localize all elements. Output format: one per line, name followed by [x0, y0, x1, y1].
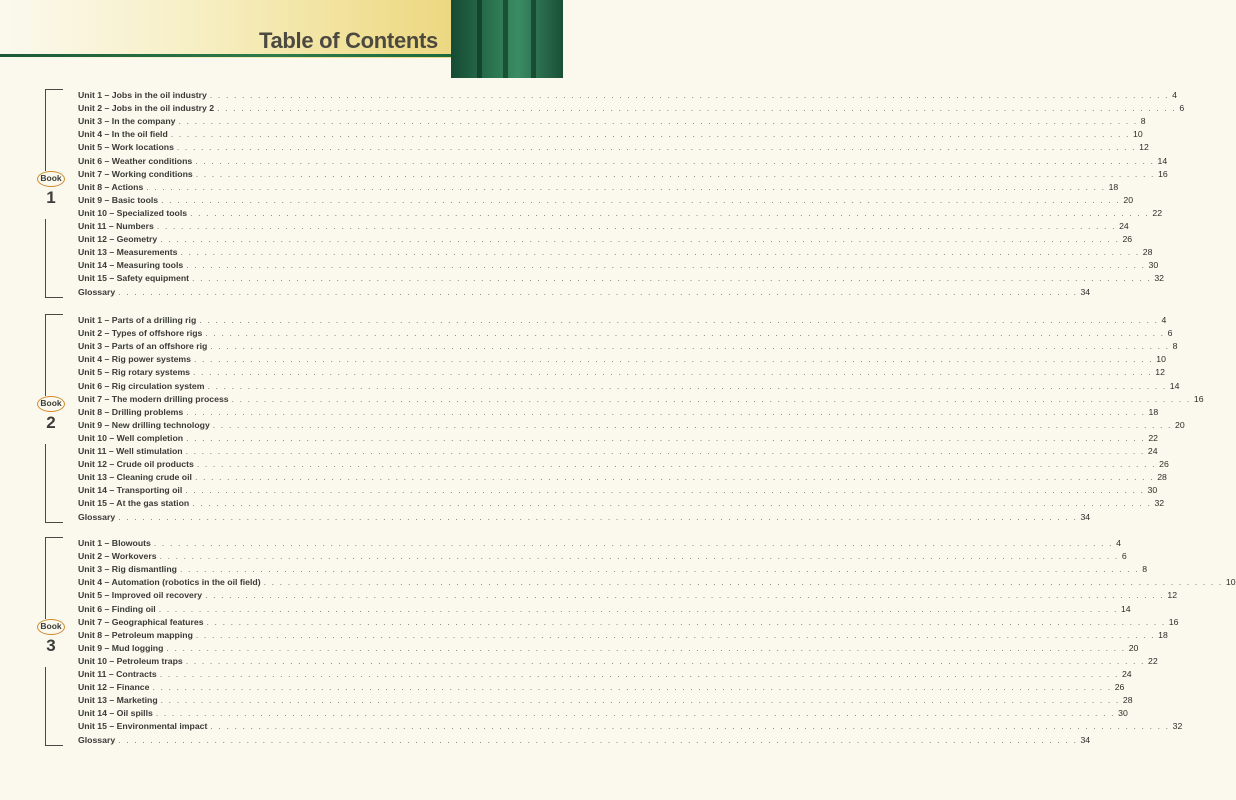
dot-leader: . . . . . . . . . . . . . . . . . . . . . . . . . . . . . . . . . . . . . . . . . . . . . . . . . . . . . . . . . . . . . . . . . . . . . . . . . . . . . . . . . . . . . . . . . . . . . . . . . . . . . . . . . . . . . . . . . . . . . . . . [166, 642, 1126, 653]
toc-entry-page: 4 [1161, 315, 1167, 325]
dot-leader: . . . . . . . . . . . . . . . . . . . . . . . . . . . . . . . . . . . . . . . . . . . . . . . . . . . . . . . . . . . . . . . . . . . . . . . . . . . . . . . . . . . . . . . . . . . . . . . . . . . . . . . . . . . . . . . . . . . . . . . . [156, 221, 1117, 231]
dot-leader: . . . . . . . . . . . . . . . . . . . . . . . . . . . . . . . . . . . . . . . . . . . . . . . . . . . . . . . . . . . . . . . . . . . . . . . . . . . . . . . . . . . . . . . . . . . . . . . . . . . . . . . . . . . . . . . . . . . . . . . . [118, 734, 1078, 745]
toc-entry-label: Unit 3 – Rig dismantling [78, 564, 177, 575]
toc-entry-label: Unit 15 – Environmental impact [78, 721, 208, 732]
dot-leader: . . . . . . . . . . . . . . . . . . . . . . . . . . . . . . . . . . . . . . . . . . . . . . . . . . . . . . . . . . . . . . . . . . . . . . . . . . . . . . . . . . . . . . . . . . . . . . . . . . . . . . . . . . . . . . . . . . . . . . . . [185, 485, 1145, 496]
toc-entry-page: 4 [1172, 90, 1177, 100]
toc-entry-label: Unit 15 – At the gas station [78, 498, 190, 509]
toc-entry-label: Unit 4 – Automation (robotics in the oil field) [78, 577, 261, 588]
toc-entry-label: Unit 9 – Mud logging [78, 642, 164, 653]
toc-entry-page: 10 [1156, 354, 1166, 365]
toc-entry [78, 497, 1165, 509]
toc-entry-page: 24 [1147, 446, 1158, 456]
toc-entry-label: Unit 13 – Measurements [78, 247, 178, 258]
book-2-section [0, 314, 1204, 523]
toc-entry-label: Glossary [78, 511, 116, 522]
toc-entry-label: Unit 12 – Crude oil products [78, 459, 194, 470]
toc-entry [78, 445, 1158, 457]
bracket-top-rule [45, 89, 63, 90]
dot-leader: . . . . . . . . . . . . . . . . . . . . . . . . . . . . . . . . . . . . . . . . . . . . . . . . . . . . . . . . . . . . . . . . . . . . . . . . . . . . . . . . . . . . . . . . . . . . . . . . . . . . . . . . . . . . . . . . . . . . . . . . [231, 393, 1191, 404]
toc-entry-page: 18 [1158, 629, 1168, 640]
toc-entry [78, 393, 1204, 405]
dot-leader: . . . . . . . . . . . . . . . . . . . . . . . . . . . . . . . . . . . . . . . . . . . . . . . . . . . . . . . . . . . . . . . . . . . . . . . . . . . . . . . . . . . . . . . . . . . . . . . . . . . . . . . . . . . . . . . . . . . . . . . . [217, 103, 1177, 114]
toc-entry-label: Unit 6 – Rig circulation system [78, 380, 205, 391]
dot-leader: . . . . . . . . . . . . . . . . . . . . . . . . . . . . . . . . . . . . . . . . . . . . . . . . . . . . . . . . . . . . . . . . . . . . . . . . . . . . . . . . . . . . . . . . . . . . . . . . . . . . . . . . . . . . . . . . . . . . . . . . [210, 341, 1170, 352]
dot-leader: . . . . . . . . . . . . . . . . . . . . . . . . . . . . . . . . . . . . . . . . . . . . . . . . . . . . . . . . . . . . . . . . . . . . . . . . . . . . . . . . . . . . . . . . . . . . . . . . . . . . . . . . . . . . . . . . . . . . . . . . [192, 498, 1152, 509]
toc-entry-label: Unit 1 – Parts of a drilling rig [78, 315, 197, 325]
dot-leader: . . . . . . . . . . . . . . . . . . . . . . . . . . . . . . . . . . . . . . . . . . . . . . . . . . . . . . . . . . . . . . . . . . . . . . . . . . . . . . . . . . . . . . . . . . . . . . . . . . . . . . . . . . . . . . . . . . . . . . . . [212, 419, 1173, 430]
toc-entry-label: Unit 5 – Rig rotary systems [78, 367, 191, 378]
toc-entry [78, 406, 1159, 418]
book-number: 2 [46, 413, 56, 433]
toc-entry [78, 681, 1125, 693]
dot-leader: . . . . . . . . . . . . . . . . . . . . . . . . . . . . . . . . . . . . . . . . . . . . . . . . . . . . . . . . . . . . . . . . . . . . . . . . . . . . . . . . . . . . . . . . . . . . . . . . . . . . . . . . . . . . . . . . . . . . . . . . [193, 367, 1153, 378]
toc-entry-page: 20 [1175, 419, 1185, 430]
toc-entry-label: Unit 8 – Actions [78, 181, 144, 192]
toc-entry [78, 511, 1091, 523]
toc-entry-page: 22 [1148, 432, 1159, 443]
toc-entry-label: Unit 9 – Basic tools [78, 194, 159, 205]
toc-entry-label: Unit 4 – In the oil field [78, 129, 168, 140]
toc-entry-page: 6 [1167, 328, 1173, 339]
toc-entry [78, 550, 1127, 562]
book-badge [36, 171, 66, 219]
toc-entry-label: Unit 14 – Oil spills [78, 708, 153, 719]
dot-leader: . . . . . . . . . . . . . . . . . . . . . . . . . . . . . . . . . . . . . . . . . . . . . . . . . . . . . . . . . . . . . . . . . . . . . . . . . . . . . . . . . . . . . . . . . . . . . . . . . . . . . . . . . . . . . . . . . . . . . . . . [176, 142, 1137, 153]
dot-leader: . . . . . . . . . . . . . . . . . . . . . . . . . . . . . . . . . . . . . . . . . . . . . . . . . . . . . . . . . . . . . . . . . . . . . . . . . . . . . . . . . . . . . . . . . . . . . . . . . . . . . . . . . . . . . . . . . . . . . . . . [205, 328, 1165, 339]
toc-entry [78, 603, 1131, 615]
bracket-top-rule [45, 537, 63, 538]
toc-entry-page: 12 [1139, 142, 1149, 153]
toc-entry-label: Unit 1 – Jobs in the oil industry [78, 90, 207, 100]
toc-entry-label: Unit 5 – Improved oil recovery [78, 590, 203, 601]
toc-entry [78, 168, 1168, 180]
toc-entry-page: 10 [1225, 577, 1236, 588]
toc-entry [78, 366, 1165, 378]
book-number: 3 [46, 636, 56, 656]
toc-entry-label: Glossary [78, 286, 116, 297]
toc-entry-label: Unit 12 – Geometry [78, 234, 158, 245]
toc-entry-label: Unit 7 – Working conditions [78, 168, 193, 179]
dot-leader: . . . . . . . . . . . . . . . . . . . . . . . . . . . . . . . . . . . . . . . . . . . . . . . . . . . . . . . . . . . . . . . . . . . . . . . . . . . . . . . . . . . . . . . . . . . . . . . . . . . . . . . . . . . . . . . . . . . . . . . . [193, 354, 1154, 365]
dot-leader: . . . . . . . . . . . . . . . . . . . . . . . . . . . . . . . . . . . . . . . . . . . . . . . . . . . . . . . . . . . . . . . . . . . . . . . . . . . . . . . . . . . . . . . . . . . . . . . . . . . . . . . . . . . . . . . . . . . . . . . . [158, 603, 1118, 614]
toc-entry-label: Unit 11 – Numbers [78, 221, 154, 231]
toc-entry [78, 128, 1143, 140]
header-rule [0, 54, 452, 57]
toc-entry-page: 24 [1119, 221, 1129, 231]
toc-entry-page: 6 [1179, 103, 1185, 114]
toc-entry-page: 22 [1148, 655, 1158, 666]
toc-entry-page: 8 [1142, 564, 1148, 575]
toc-entry-page: 32 [1154, 273, 1164, 284]
toc-entry-label: Unit 1 – Blowouts [78, 538, 151, 548]
toc-entry-page: 26 [1122, 234, 1133, 245]
toc-entry [78, 694, 1133, 706]
dot-leader: . . . . . . . . . . . . . . . . . . . . . . . . . . . . . . . . . . . . . . . . . . . . . . . . . . . . . . . . . . . . . . . . . . . . . . . . . . . . . . . . . . . . . . . . . . . . . . . . . . . . . . . . . . . . . . . . . . . . . . . . [192, 273, 1152, 284]
dot-leader: . . . . . . . . . . . . . . . . . . . . . . . . . . . . . . . . . . . . . . . . . . . . . . . . . . . . . . . . . . . . . . . . . . . . . . . . . . . . . . . . . . . . . . . . . . . . . . . . . . . . . . . . . . . . . . . . . . . . . . . . [195, 168, 1155, 179]
toc-entry-label: Unit 6 – Weather conditions [78, 155, 193, 166]
toc-entry [78, 458, 1169, 470]
toc-entry-page: 30 [1148, 260, 1159, 271]
dot-leader: . . . . . . . . . . . . . . . . . . . . . . . . . . . . . . . . . . . . . . . . . . . . . . . . . . . . . . . . . . . . . . . . . . . . . . . . . . . . . . . . . . . . . . . . . . . . . . . . . . . . . . . . . . . . . . . . . . . . . . . . [199, 315, 1159, 325]
dot-leader: . . . . . . . . . . . . . . . . . . . . . . . . . . . . . . . . . . . . . . . . . . . . . . . . . . . . . . . . . . . . . . . . . . . . . . . . . . . . . . . . . . . . . . . . . . . . . . . . . . . . . . . . . . . . . . . . . . . . . . . . [210, 721, 1170, 732]
bracket-bottom-rule [45, 297, 63, 298]
dot-leader: . . . . . . . . . . . . . . . . . . . . . . . . . . . . . . . . . . . . . . . . . . . . . . . . . . . . . . . . . . . . . . . . . . . . . . . . . . . . . . . . . . . . . . . . . . . . . . . . . . . . . . . . . . . . . . . . . . . . . . . . [186, 432, 1146, 443]
bracket-vertical-rule [45, 217, 46, 297]
dot-leader: . . . . . . . . . . . . . . . . . . . . . . . . . . . . . . . . . . . . . . . . . . . . . . . . . . . . . . . . . . . . . . . . . . . . . . . . . . . . . . . . . . . . . . . . . . . . . . . . . . . . . . . . . . . . . . . . . . . . . . . . [179, 564, 1140, 575]
toc-entry-page: 18 [1148, 406, 1159, 417]
toc-entry-page: 34 [1080, 286, 1091, 297]
toc-entry-page: 34 [1080, 734, 1091, 745]
toc-entry-page: 30 [1118, 708, 1128, 719]
dot-leader: . . . . . . . . . . . . . . . . . . . . . . . . . . . . . . . . . . . . . . . . . . . . . . . . . . . . . . . . . . . . . . . . . . . . . . . . . . . . . . . . . . . . . . . . . . . . . . . . . . . . . . . . . . . . . . . . . . . . . . . . [118, 511, 1078, 522]
toc-entry-page: 4 [1116, 538, 1121, 548]
toc-entry [78, 563, 1148, 575]
dot-leader: . . . . . . . . . . . . . . . . . . . . . . . . . . . . . . . . . . . . . . . . . . . . . . . . . . . . . . . . . . . . . . . . . . . . . . . . . . . . . . . . . . . . . . . . . . . . . . . . . . . . . . . . . . . . . . . . . . . . . . . . [170, 129, 1131, 140]
toc-entry [78, 734, 1091, 746]
dot-leader: . . . . . . . . . . . . . . . . . . . . . . . . . . . . . . . . . . . . . . . . . . . . . . . . . . . . . . . . . . . . . . . . . . . . . . . . . . . . . . . . . . . . . . . . . . . . . . . . . . . . . . . . . . . . . . . . . . . . . . . . [186, 260, 1146, 271]
dot-leader: . . . . . . . . . . . . . . . . . . . . . . . . . . . . . . . . . . . . . . . . . . . . . . . . . . . . . . . . . . . . . . . . . . . . . . . . . . . . . . . . . . . . . . . . . . . . . . . . . . . . . . . . . . . . . . . . . . . . . . . . [263, 577, 1223, 588]
toc-entry [78, 314, 1167, 326]
toc-entry-label: Unit 2 – Jobs in the oil industry 2 [78, 103, 215, 114]
dot-leader: . . . . . . . . . . . . . . . . . . . . . . . . . . . . . . . . . . . . . . . . . . . . . . . . . . . . . . . . . . . . . . . . . . . . . . . . . . . . . . . . . . . . . . . . . . . . . . . . . . . . . . . . . . . . . . . . . . . . . . . . [160, 234, 1120, 245]
dot-leader: . . . . . . . . . . . . . . . . . . . . . . . . . . . . . . . . . . . . . . . . . . . . . . . . . . . . . . . . . . . . . . . . . . . . . . . . . . . . . . . . . . . . . . . . . . . . . . . . . . . . . . . . . . . . . . . . . . . . . . . . [160, 695, 1120, 706]
toc-entry-label: Glossary [78, 734, 116, 745]
toc-entry [78, 327, 1173, 339]
toc-entry-page: 12 [1167, 590, 1178, 601]
toc-entry-page: 6 [1121, 551, 1127, 562]
toc-entry-label: Unit 10 – Petroleum traps [78, 655, 183, 666]
toc-entry [78, 89, 1177, 101]
toc-entry-page: 14 [1157, 155, 1168, 166]
toc-entry [78, 340, 1178, 352]
toc-entry-page: 16 [1168, 616, 1179, 627]
toc-entry-page: 28 [1142, 247, 1153, 258]
dot-leader: . . . . . . . . . . . . . . . . . . . . . . . . . . . . . . . . . . . . . . . . . . . . . . . . . . . . . . . . . . . . . . . . . . . . . . . . . . . . . . . . . . . . . . . . . . . . . . . . . . . . . . . . . . . . . . . . . . . . . . . . [185, 446, 1145, 456]
toc-entry-page: 26 [1159, 459, 1169, 470]
toc-entry-page: 22 [1152, 207, 1163, 218]
toc-entry [78, 272, 1164, 284]
book-badge-label: Book [37, 619, 65, 635]
toc-entry-label: Unit 6 – Finding oil [78, 603, 156, 614]
toc-entry [78, 655, 1158, 667]
toc-entry-label: Unit 11 – Contracts [78, 669, 157, 679]
book-badge [36, 619, 66, 667]
toc-entry [78, 141, 1149, 153]
page-title: Table of Contents [258, 28, 438, 53]
bracket-vertical-rule [45, 89, 46, 171]
book-number: 1 [46, 188, 56, 208]
toc-entry [78, 629, 1168, 641]
toc-entry-page: 32 [1172, 721, 1183, 732]
toc-entry-label: Unit 13 – Marketing [78, 695, 158, 706]
bracket-top-rule [45, 314, 63, 315]
toc-entry [78, 259, 1159, 271]
dot-leader: . . . . . . . . . . . . . . . . . . . . . . . . . . . . . . . . . . . . . . . . . . . . . . . . . . . . . . . . . . . . . . . . . . . . . . . . . . . . . . . . . . . . . . . . . . . . . . . . . . . . . . . . . . . . . . . . . . . . . . . . [195, 155, 1155, 166]
toc-entry-label: Unit 3 – Parts of an offshore rig [78, 341, 208, 352]
toc-entry [78, 616, 1179, 628]
toc-entry-label: Unit 13 – Cleaning crude oil [78, 472, 192, 483]
toc-entry [78, 102, 1185, 114]
book-1-section [0, 89, 1185, 298]
dot-leader: . . . . . . . . . . . . . . . . . . . . . . . . . . . . . . . . . . . . . . . . . . . . . . . . . . . . . . . . . . . . . . . . . . . . . . . . . . . . . . . . . . . . . . . . . . . . . . . . . . . . . . . . . . . . . . . . . . . . . . . . [205, 590, 1165, 601]
toc-entry-label: Unit 10 – Well completion [78, 432, 184, 443]
toc-entry-page: 20 [1128, 642, 1139, 653]
toc-entry [78, 207, 1163, 219]
book-badge-label: Book [37, 396, 65, 412]
book-badge-label: Book [37, 171, 65, 187]
toc-entry-page: 32 [1154, 498, 1165, 509]
toc-entry [78, 220, 1129, 232]
toc-entry-page: 20 [1123, 194, 1134, 205]
dot-leader: . . . . . . . . . . . . . . . . . . . . . . . . . . . . . . . . . . . . . . . . . . . . . . . . . . . . . . . . . . . . . . . . . . . . . . . . . . . . . . . . . . . . . . . . . . . . . . . . . . . . . . . . . . . . . . . . . . . . . . . . [190, 207, 1150, 218]
toc-entry-label: Unit 5 – Work locations [78, 142, 174, 153]
toc-entry-page: 26 [1114, 682, 1125, 693]
toc-entry [78, 246, 1153, 258]
toc-entry [78, 537, 1121, 549]
book-badge [36, 396, 66, 444]
toc-entry-label: Unit 4 – Rig power systems [78, 354, 191, 365]
toc-entry-page: 12 [1155, 367, 1165, 378]
toc-entry-label: Unit 10 – Specialized tools [78, 207, 188, 218]
toc-entry-label: Unit 15 – Safety equipment [78, 273, 190, 284]
toc-entry-label: Unit 8 – Petroleum mapping [78, 629, 193, 640]
toc-entry-page: 16 [1157, 168, 1168, 179]
toc-entry-label: Unit 14 – Transporting oil [78, 485, 183, 496]
bracket-vertical-rule [45, 314, 46, 396]
toc-entry-label: Unit 2 – Workovers [78, 551, 157, 562]
toc-entry-page: 8 [1172, 341, 1178, 352]
bracket-bottom-rule [45, 745, 63, 746]
toc-entry-label: Unit 2 – Types of offshore rigs [78, 328, 203, 339]
dot-leader: . . . . . . . . . . . . . . . . . . . . . . . . . . . . . . . . . . . . . . . . . . . . . . . . . . . . . . . . . . . . . . . . . . . . . . . . . . . . . . . . . . . . . . . . . . . . . . . . . . . . . . . . . . . . . . . . . . . . . . . . [186, 406, 1146, 417]
toc-entry-page: 28 [1122, 695, 1133, 706]
dot-leader: . . . . . . . . . . . . . . . . . . . . . . . . . . . . . . . . . . . . . . . . . . . . . . . . . . . . . . . . . . . . . . . . . . . . . . . . . . . . . . . . . . . . . . . . . . . . . . . . . . . . . . . . . . . . . . . . . . . . . . . . [146, 181, 1106, 192]
toc-entry [78, 432, 1159, 444]
toc-entry-page: 10 [1133, 129, 1143, 140]
dot-leader: . . . . . . . . . . . . . . . . . . . . . . . . . . . . . . . . . . . . . . . . . . . . . . . . . . . . . . . . . . . . . . . . . . . . . . . . . . . . . . . . . . . . . . . . . . . . . . . . . . . . . . . . . . . . . . . . . . . . . . . . [155, 708, 1116, 719]
toc-entry [78, 353, 1166, 365]
toc-entry [78, 707, 1128, 719]
dot-leader: . . . . . . . . . . . . . . . . . . . . . . . . . . . . . . . . . . . . . . . . . . . . . . . . . . . . . . . . . . . . . . . . . . . . . . . . . . . . . . . . . . . . . . . . . . . . . . . . . . . . . . . . . . . . . . . . . . . . . . . . [207, 380, 1167, 391]
toc-entry [78, 720, 1183, 732]
toc-entry [78, 668, 1132, 680]
toc-entry-label: Unit 7 – Geographical features [78, 616, 204, 627]
dot-leader: . . . . . . . . . . . . . . . . . . . . . . . . . . . . . . . . . . . . . . . . . . . . . . . . . . . . . . . . . . . . . . . . . . . . . . . . . . . . . . . . . . . . . . . . . . . . . . . . . . . . . . . . . . . . . . . . . . . . . . . . [195, 629, 1156, 640]
toc-entry [78, 286, 1091, 298]
toc-entry-label: Unit 3 – In the company [78, 116, 176, 127]
toc-entry-label: Unit 9 – New drilling technology [78, 419, 210, 430]
book-3-section [0, 537, 1236, 746]
toc-entry [78, 194, 1134, 206]
toc-entry [78, 155, 1168, 167]
toc-entry-page: 16 [1193, 393, 1204, 404]
toc-entry-page: 30 [1147, 485, 1158, 496]
toc-entry-page: 24 [1121, 669, 1132, 679]
bracket-bottom-rule [45, 522, 63, 523]
toc-entry [78, 642, 1139, 654]
toc-entry [78, 484, 1158, 496]
toc-entry [78, 115, 1146, 127]
bracket-vertical-rule [45, 442, 46, 522]
toc-entry [78, 181, 1119, 193]
dot-leader: . . . . . . . . . . . . . . . . . . . . . . . . . . . . . . . . . . . . . . . . . . . . . . . . . . . . . . . . . . . . . . . . . . . . . . . . . . . . . . . . . . . . . . . . . . . . . . . . . . . . . . . . . . . . . . . . . . . . . . . . [159, 669, 1119, 679]
toc-entry [78, 576, 1236, 588]
dot-leader: . . . . . . . . . . . . . . . . . . . . . . . . . . . . . . . . . . . . . . . . . . . . . . . . . . . . . . . . . . . . . . . . . . . . . . . . . . . . . . . . . . . . . . . . . . . . . . . . . . . . . . . . . . . . . . . . . . . . . . . . [152, 682, 1112, 693]
dot-leader: . . . . . . . . . . . . . . . . . . . . . . . . . . . . . . . . . . . . . . . . . . . . . . . . . . . . . . . . . . . . . . . . . . . . . . . . . . . . . . . . . . . . . . . . . . . . . . . . . . . . . . . . . . . . . . . . . . . . . . . . [159, 551, 1119, 562]
toc-entry-label: Unit 7 – The modern drilling process [78, 393, 229, 404]
toc-entry [78, 589, 1178, 601]
bracket-vertical-rule [45, 537, 46, 619]
dot-leader: . . . . . . . . . . . . . . . . . . . . . . . . . . . . . . . . . . . . . . . . . . . . . . . . . . . . . . . . . . . . . . . . . . . . . . . . . . . . . . . . . . . . . . . . . . . . . . . . . . . . . . . . . . . . . . . . . . . . . . . . [206, 616, 1166, 627]
bracket-vertical-rule [45, 665, 46, 745]
toc-entry-label: Unit 14 – Measuring tools [78, 260, 184, 271]
dot-leader: . . . . . . . . . . . . . . . . . . . . . . . . . . . . . . . . . . . . . . . . . . . . . . . . . . . . . . . . . . . . . . . . . . . . . . . . . . . . . . . . . . . . . . . . . . . . . . . . . . . . . . . . . . . . . . . . . . . . . . . . [194, 472, 1155, 483]
dot-leader: . . . . . . . . . . . . . . . . . . . . . . . . . . . . . . . . . . . . . . . . . . . . . . . . . . . . . . . . . . . . . . . . . . . . . . . . . . . . . . . . . . . . . . . . . . . . . . . . . . . . . . . . . . . . . . . . . . . . . . . . [180, 247, 1140, 258]
toc-entry-label: Unit 12 – Finance [78, 682, 150, 693]
toc-entry-label: Unit 11 – Well stimulation [78, 446, 183, 456]
corner-decoration [451, 0, 563, 78]
toc-entry-page: 14 [1169, 380, 1180, 391]
toc-entry [78, 419, 1185, 431]
dot-leader: . . . . . . . . . . . . . . . . . . . . . . . . . . . . . . . . . . . . . . . . . . . . . . . . . . . . . . . . . . . . . . . . . . . . . . . . . . . . . . . . . . . . . . . . . . . . . . . . . . . . . . . . . . . . . . . . . . . . . . . . [209, 90, 1170, 100]
toc-entry [78, 233, 1133, 245]
dot-leader: . . . . . . . . . . . . . . . . . . . . . . . . . . . . . . . . . . . . . . . . . . . . . . . . . . . . . . . . . . . . . . . . . . . . . . . . . . . . . . . . . . . . . . . . . . . . . . . . . . . . . . . . . . . . . . . . . . . . . . . . [161, 194, 1121, 205]
toc-entry-label: Unit 8 – Drilling problems [78, 406, 184, 417]
toc-entry [78, 471, 1167, 483]
toc-entry-page: 14 [1120, 603, 1131, 614]
dot-leader: . . . . . . . . . . . . . . . . . . . . . . . . . . . . . . . . . . . . . . . . . . . . . . . . . . . . . . . . . . . . . . . . . . . . . . . . . . . . . . . . . . . . . . . . . . . . . . . . . . . . . . . . . . . . . . . . . . . . . . . . [153, 538, 1114, 548]
dot-leader: . . . . . . . . . . . . . . . . . . . . . . . . . . . . . . . . . . . . . . . . . . . . . . . . . . . . . . . . . . . . . . . . . . . . . . . . . . . . . . . . . . . . . . . . . . . . . . . . . . . . . . . . . . . . . . . . . . . . . . . . [118, 286, 1078, 297]
toc-entry-page: 28 [1157, 472, 1167, 483]
toc-entry [78, 380, 1180, 392]
toc-entry-page: 8 [1140, 116, 1146, 127]
toc-entry-page: 18 [1108, 181, 1119, 192]
dot-leader: . . . . . . . . . . . . . . . . . . . . . . . . . . . . . . . . . . . . . . . . . . . . . . . . . . . . . . . . . . . . . . . . . . . . . . . . . . . . . . . . . . . . . . . . . . . . . . . . . . . . . . . . . . . . . . . . . . . . . . . . [185, 655, 1146, 666]
toc-entry-page: 34 [1080, 511, 1091, 522]
dot-leader: . . . . . . . . . . . . . . . . . . . . . . . . . . . . . . . . . . . . . . . . . . . . . . . . . . . . . . . . . . . . . . . . . . . . . . . . . . . . . . . . . . . . . . . . . . . . . . . . . . . . . . . . . . . . . . . . . . . . . . . . [178, 116, 1138, 127]
dot-leader: . . . . . . . . . . . . . . . . . . . . . . . . . . . . . . . . . . . . . . . . . . . . . . . . . . . . . . . . . . . . . . . . . . . . . . . . . . . . . . . . . . . . . . . . . . . . . . . . . . . . . . . . . . . . . . . . . . . . . . . . [196, 459, 1157, 470]
